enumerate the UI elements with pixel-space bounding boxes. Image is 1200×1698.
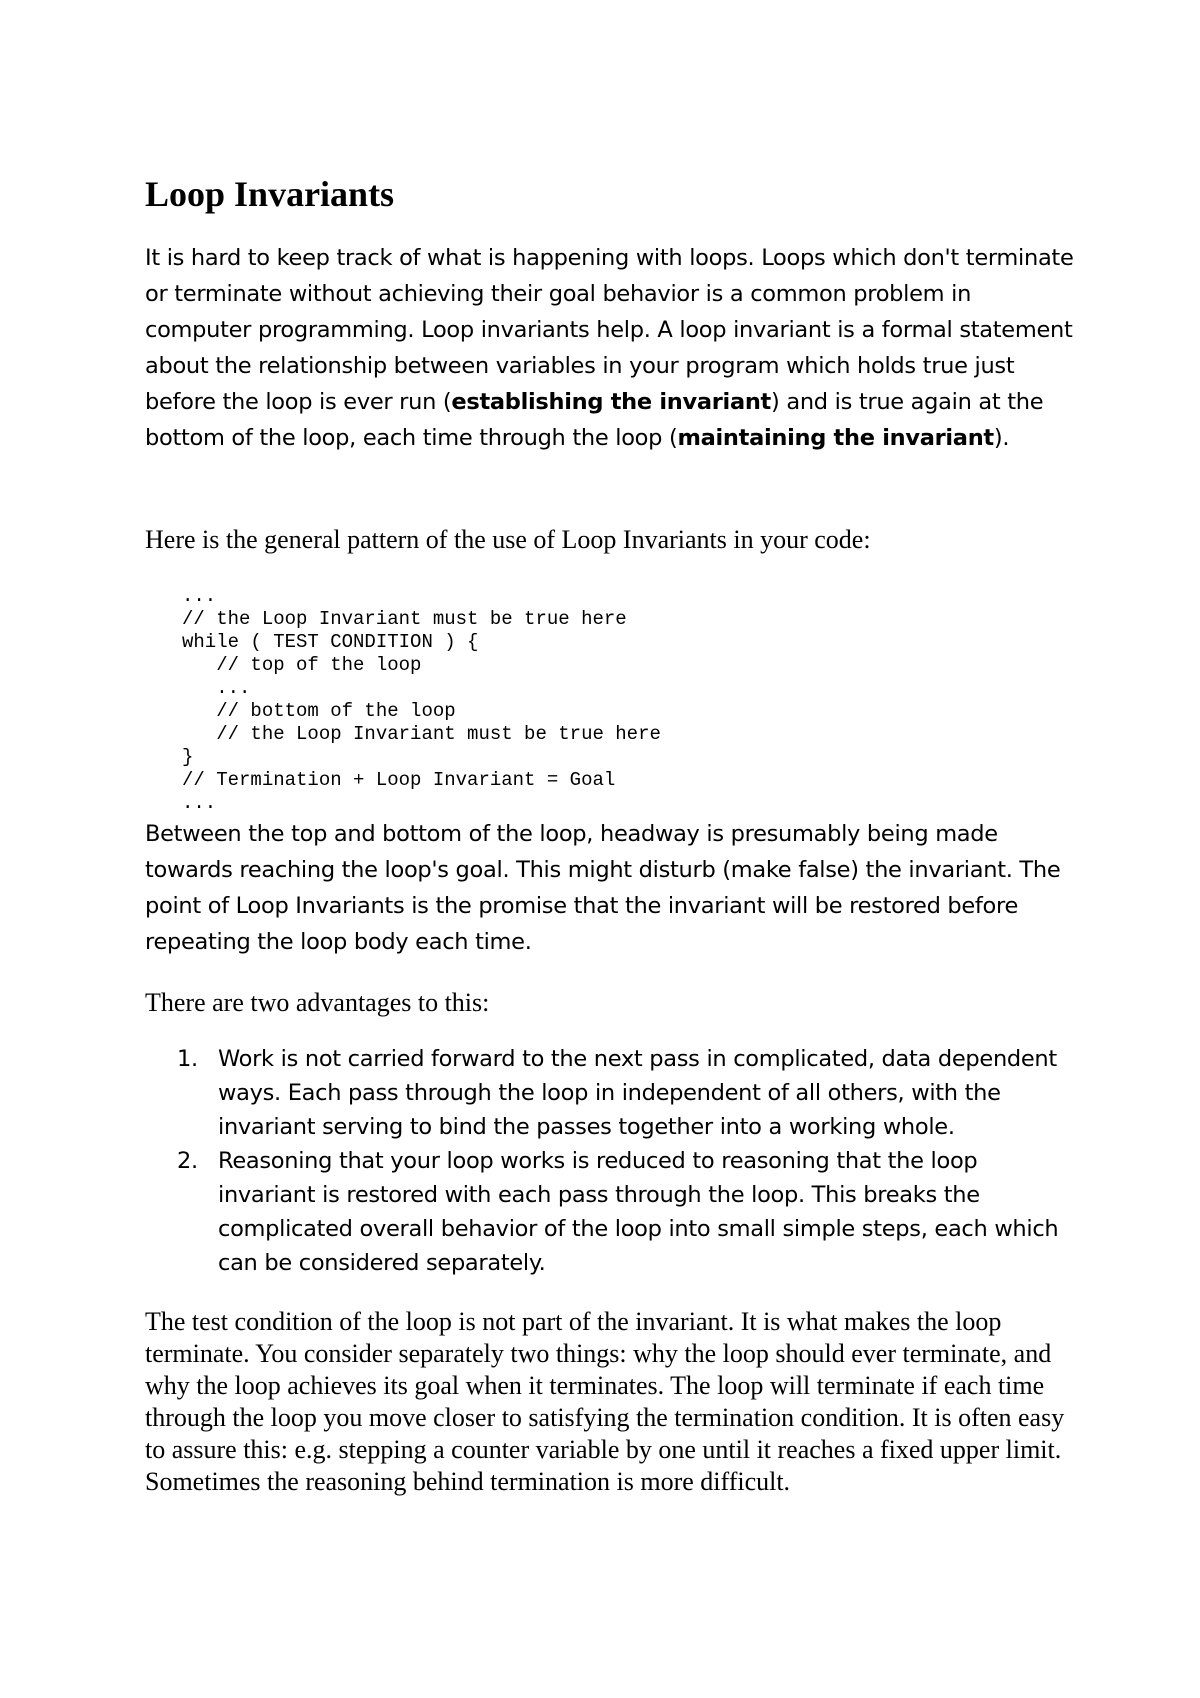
list-item-number: 2. — [177, 1148, 198, 1174]
intro-bold-establishing: establishing the invariant — [451, 389, 772, 415]
code-line: // bottom of the loop — [182, 700, 456, 722]
code-line: while ( TEST CONDITION ) { — [182, 631, 479, 653]
code-line: } — [182, 746, 194, 768]
code-line: // Termination + Loop Invariant = Goal — [182, 769, 616, 791]
code-line: ... — [182, 677, 251, 699]
intro-text-2: ) and is true again at the bottom of the loop, each time through the loop ( — [145, 389, 1044, 451]
advantages-list — [145, 1042, 1080, 1280]
list-item-text: Reasoning that your loop works is reduced to reasoning that the loop invariant is restored with each pass through the loop. This breaks the complicated overall behavior of the loop into small simple steps, each which can be considered separately. — [218, 1148, 1059, 1276]
intro-text-3: ). — [993, 425, 1010, 451]
advantages-intro: There are two advantages to this: — [145, 988, 490, 1017]
list-item — [145, 1144, 1080, 1280]
between-paragraph: Between the top and bottom of the loop, headway is presumably being made towards reaching the loop's goal. This might disturb (make false) the invariant. The point of Loop Invariants is the promise that the invariant will be restored before repeating the loop body each time. — [145, 821, 1061, 955]
code-line: // the Loop Invariant must be true here — [182, 723, 661, 745]
page-title: Loop Invariants — [145, 174, 395, 214]
intro-text-1: It is hard to keep track of what is happening with loops. Loops which don't terminate or terminate without achieving their goal behavior is a common problem in computer programming. Loop invariants help. A loop invariant is a formal statement about the relationship between variables in your program which holds true just before the loop is ever run ( — [145, 245, 1074, 415]
test-condition-paragraph: The test condition of the loop is not part of the invariant. It is what makes the loop terminate. You consider separately two things: why the loop should ever terminate, and why the loop achieves its goal when it terminates. The loop will terminate if each time through the loop you move closer to satisfying the termination condition. It is often easy to assure this: e.g. stepping a counter variable by one until it reaches a fixed upper limit. Sometimes the reasoning behind termination is more difficult. — [145, 1307, 1065, 1496]
list-item-text: Work is not carried forward to the next pass in complicated, data dependent ways. Each pass through the loop in independent of all others, with the invariant serving to bind the passes together into a working whole. — [218, 1046, 1057, 1140]
code-block — [182, 585, 661, 815]
code-line: ... — [182, 792, 217, 814]
code-line: // top of the loop — [182, 654, 422, 676]
intro-bold-maintaining: maintaining the invariant — [677, 425, 994, 451]
code-line: ... — [182, 585, 217, 607]
pattern-intro: Here is the general pattern of the use of Loop Invariants in your code: — [145, 525, 871, 554]
list-item-number: 1. — [177, 1046, 198, 1072]
list-item — [145, 1042, 1080, 1144]
intro-paragraph — [145, 240, 1080, 456]
code-line: // the Loop Invariant must be true here — [182, 608, 627, 630]
